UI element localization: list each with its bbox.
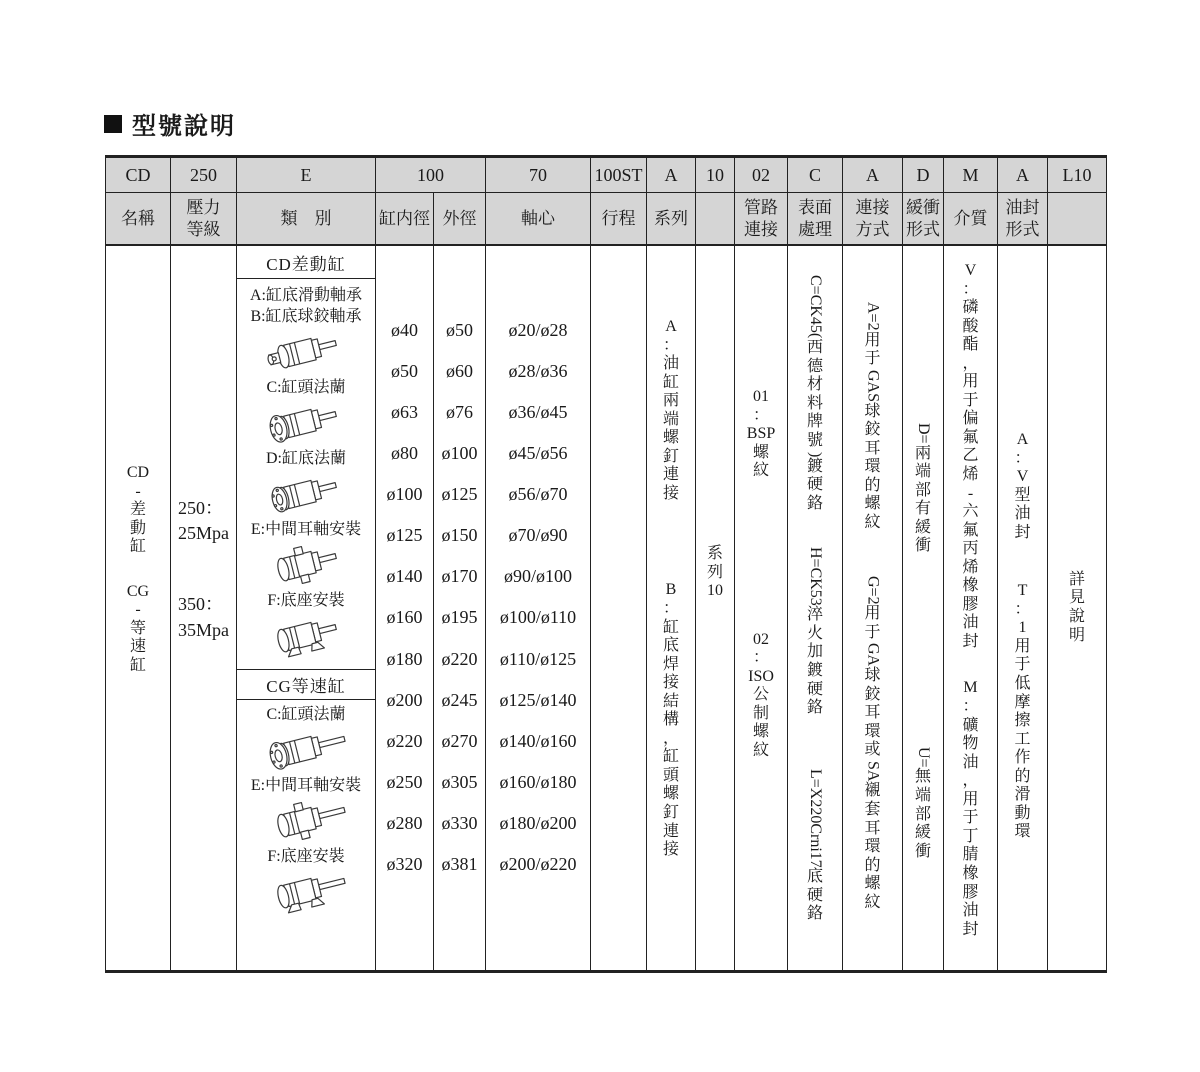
category-item bbox=[237, 704, 375, 775]
label-shaft: 軸心 bbox=[486, 193, 591, 246]
od-value: ø125 bbox=[441, 484, 478, 505]
label-seal bbox=[998, 193, 1048, 246]
label-series10-blank bbox=[696, 193, 735, 246]
body-pressure bbox=[171, 246, 237, 970]
shaft-value: ø160/ø180 bbox=[499, 771, 577, 792]
cylinder-drawing-trunnion bbox=[264, 540, 348, 590]
body-surface bbox=[788, 246, 843, 970]
label-line: 形式 bbox=[906, 219, 940, 239]
shaft-value: ø28/ø36 bbox=[508, 361, 568, 382]
code-series10: 10 bbox=[696, 158, 735, 193]
label-od: 外徑 bbox=[434, 193, 486, 246]
shaft-value: ø200/ø220 bbox=[499, 853, 577, 874]
bore-value: ø63 bbox=[391, 402, 418, 423]
connection-g: G=2 用 于 GA 球 鉸 耳 環 或 SA 襯 套 耳 環 的 螺 紋 bbox=[864, 575, 882, 911]
category-item-label: C:缸頭法蘭 bbox=[266, 706, 346, 723]
body-shaft-list bbox=[486, 246, 591, 970]
body-seal bbox=[998, 246, 1048, 970]
surface-l: L=X220Crni17 底 硬 鉻 bbox=[806, 768, 824, 923]
shaft-value: ø180/ø200 bbox=[499, 812, 577, 833]
medium-v: V ： 磷 酸 酯 ， 用 于 偏 氟 乙 烯 - 六 氟 丙 烯 橡 膠 油 封 bbox=[962, 262, 979, 650]
body-od-list bbox=[434, 246, 486, 970]
category-item bbox=[237, 775, 375, 846]
label-bore: 缸内徑 bbox=[376, 193, 434, 246]
bore-value: ø40 bbox=[391, 320, 418, 340]
code-seal: A bbox=[998, 158, 1048, 193]
name-cd: CD - 差 動 缸 bbox=[126, 464, 150, 556]
od-value: ø305 bbox=[441, 771, 478, 792]
body-note bbox=[1048, 246, 1106, 970]
cushion-d: D= 兩 端 部 有 緩 衝 bbox=[914, 423, 932, 555]
label-line: 油封 bbox=[1005, 198, 1040, 218]
medium-m: M ： 礦 物 油 ， 用 于 丁 腈 橡 膠 油 封 bbox=[962, 679, 979, 938]
pressure-line: 25Mpa bbox=[178, 523, 229, 544]
cylinder-drawing-foot bbox=[264, 867, 348, 917]
od-value: ø195 bbox=[441, 607, 478, 628]
section-marker-icon bbox=[104, 115, 122, 133]
category-item bbox=[237, 519, 375, 590]
category-item-label: D:缸底法蘭 bbox=[265, 450, 346, 467]
od-value: ø60 bbox=[446, 361, 473, 382]
body-stroke-blank bbox=[591, 246, 647, 970]
shaft-value: ø20/ø28 bbox=[508, 320, 568, 340]
cylinder-drawing-cap-flange bbox=[264, 469, 348, 519]
shaft-value: ø36/ø45 bbox=[508, 402, 568, 423]
label-line: 連接 bbox=[855, 198, 890, 218]
od-value: ø170 bbox=[441, 566, 478, 587]
category-item-label: A:缸底滑動軸承 bbox=[249, 287, 362, 304]
code-cushion: D bbox=[903, 158, 944, 193]
category-item-label: F:底座安裝 bbox=[267, 592, 345, 609]
code-stroke: 100ST bbox=[591, 158, 647, 193]
label-medium: 介質 bbox=[944, 193, 998, 246]
label-line: 連接 bbox=[744, 219, 778, 239]
bore-value: ø140 bbox=[386, 566, 423, 587]
label-suffix-blank bbox=[1048, 193, 1106, 246]
label-line: 形式 bbox=[1005, 219, 1040, 239]
pressure-350 bbox=[178, 592, 229, 642]
bore-value: ø280 bbox=[386, 812, 423, 833]
seal-t: T ： 1 用 于 低 摩 擦 工 作 的 滑 動 環 bbox=[1014, 582, 1031, 841]
label-series: 系列 bbox=[647, 193, 696, 246]
bore-value: ø160 bbox=[386, 607, 423, 628]
pressure-line: 350： bbox=[178, 594, 223, 615]
series-a: A ： 油 缸 兩 端 螺 釘 連 接 bbox=[662, 318, 679, 502]
bore-value: ø320 bbox=[386, 853, 423, 874]
bore-value: ø200 bbox=[386, 689, 423, 710]
pressure-line: 35Mpa bbox=[178, 619, 229, 640]
bore-value: ø250 bbox=[386, 771, 423, 792]
od-value: ø76 bbox=[446, 402, 473, 423]
label-category: 類 別 bbox=[237, 193, 376, 246]
label-name: 名稱 bbox=[106, 193, 171, 246]
body-name bbox=[106, 246, 171, 970]
surface-h: H=CK53 淬 火 加 鍍 硬 鉻 bbox=[806, 546, 824, 717]
body-cushion bbox=[903, 246, 944, 970]
category-item-label: E:中間耳軸安裝 bbox=[250, 777, 362, 794]
od-value: ø220 bbox=[441, 648, 478, 669]
category-item-label: E:中間耳軸安裝 bbox=[250, 521, 362, 538]
bore-value: ø100 bbox=[386, 484, 423, 505]
body-series bbox=[647, 246, 696, 970]
category-item-label: C:缸頭法蘭 bbox=[266, 379, 346, 396]
od-value: ø150 bbox=[441, 525, 478, 546]
code-category: E bbox=[237, 158, 376, 193]
shaft-value: ø56/ø70 bbox=[508, 484, 568, 505]
shaft-value: ø100/ø110 bbox=[499, 607, 577, 628]
category-section-cd: CD差動缸 bbox=[237, 246, 375, 279]
category-item bbox=[237, 377, 375, 448]
shaft-value: ø70/ø90 bbox=[508, 525, 568, 546]
label-line: 表面 bbox=[798, 198, 832, 218]
label-cushion bbox=[903, 193, 944, 246]
pressure-line: 250： bbox=[178, 498, 223, 518]
shaft-value: ø140/ø160 bbox=[499, 730, 577, 751]
bore-value: ø125 bbox=[386, 525, 423, 546]
bore-value: ø180 bbox=[386, 648, 423, 669]
code-series: A bbox=[647, 158, 696, 193]
cushion-u: U= 無 端 部 緩 衝 bbox=[914, 746, 932, 860]
series10-text: 系 列 10 bbox=[706, 545, 723, 600]
name-cg: CG - 等 速 缸 bbox=[126, 582, 150, 674]
label-line: 壓力 bbox=[186, 198, 221, 218]
code-suffix: L10 bbox=[1048, 158, 1106, 193]
cylinder-drawing-head-flange bbox=[264, 725, 348, 775]
label-line: 等級 bbox=[186, 219, 221, 239]
od-value: ø50 bbox=[446, 320, 473, 340]
label-pipe bbox=[735, 193, 788, 246]
model-code-table bbox=[105, 155, 1107, 973]
category-section-cg: CG等速缸 bbox=[237, 669, 375, 700]
shaft-value: ø45/ø56 bbox=[508, 443, 568, 464]
code-shaft: 70 bbox=[486, 158, 591, 193]
code-pressure: 250 bbox=[171, 158, 237, 193]
label-pressure bbox=[171, 193, 237, 246]
pipe-02: 02 ： ISO 公 制 螺 紋 bbox=[748, 630, 774, 760]
category-item bbox=[237, 590, 375, 661]
category-item bbox=[237, 846, 375, 917]
code-pipe: 02 bbox=[735, 158, 788, 193]
label-connection bbox=[843, 193, 903, 246]
page-title bbox=[104, 106, 236, 141]
body-series10 bbox=[696, 246, 735, 970]
body-connection bbox=[843, 246, 903, 970]
category-item bbox=[237, 448, 375, 519]
label-surface bbox=[788, 193, 843, 246]
code-connection: A bbox=[843, 158, 903, 193]
shaft-value: ø90/ø100 bbox=[503, 566, 572, 587]
label-line: 管路 bbox=[744, 198, 778, 218]
body-bore-list bbox=[376, 246, 434, 970]
series-b: B ： 缸 底 焊 接 結 構 ， 缸 頭 螺 釘 連 接 bbox=[662, 581, 679, 859]
pressure-250 bbox=[178, 496, 229, 546]
bore-value: ø80 bbox=[391, 443, 418, 464]
bore-value: ø220 bbox=[386, 730, 423, 751]
note-text: 詳 見 說 明 bbox=[1068, 570, 1085, 644]
code-bore: 100 bbox=[376, 158, 486, 193]
shaft-value: ø110/ø125 bbox=[499, 648, 577, 669]
category-item-label: B:缸底球鉸軸承 bbox=[250, 308, 362, 325]
od-value: ø245 bbox=[441, 689, 478, 710]
category-item bbox=[237, 285, 375, 377]
code-name: CD bbox=[106, 158, 171, 193]
cylinder-drawing-head-flange bbox=[264, 398, 348, 448]
pipe-01: 01 ： BSP 螺 紋 bbox=[746, 388, 776, 480]
surface-c: C=CK45( 西 德 材 料 牌 號 ) 鍍 硬 鉻 bbox=[806, 275, 824, 512]
seal-a: A ： V 型 油 封 bbox=[1014, 431, 1031, 541]
label-line: 緩衝 bbox=[906, 198, 940, 218]
cylinder-drawing-pivot bbox=[264, 327, 348, 377]
label-line: 方式 bbox=[855, 219, 890, 239]
code-surface: C bbox=[788, 158, 843, 193]
page-title-text: 型號說明 bbox=[132, 113, 236, 140]
body-medium bbox=[944, 246, 998, 970]
od-value: ø330 bbox=[441, 812, 478, 833]
bore-value: ø50 bbox=[391, 361, 418, 382]
code-medium: M bbox=[944, 158, 998, 193]
od-value: ø381 bbox=[441, 853, 478, 874]
cylinder-drawing-foot bbox=[264, 611, 348, 661]
connection-a: A=2 用 于 GAS 球 鉸 耳 環 的 螺 紋 bbox=[864, 302, 882, 531]
body-pipe bbox=[735, 246, 788, 970]
label-line: 處理 bbox=[798, 219, 832, 239]
label-stroke: 行程 bbox=[591, 193, 647, 246]
od-value: ø100 bbox=[441, 443, 478, 464]
cylinder-drawing-trunnion bbox=[264, 796, 348, 846]
shaft-value: ø125/ø140 bbox=[499, 689, 577, 710]
od-value: ø270 bbox=[441, 730, 478, 751]
body-category bbox=[237, 246, 376, 970]
category-item-label: F:底座安裝 bbox=[267, 848, 345, 865]
